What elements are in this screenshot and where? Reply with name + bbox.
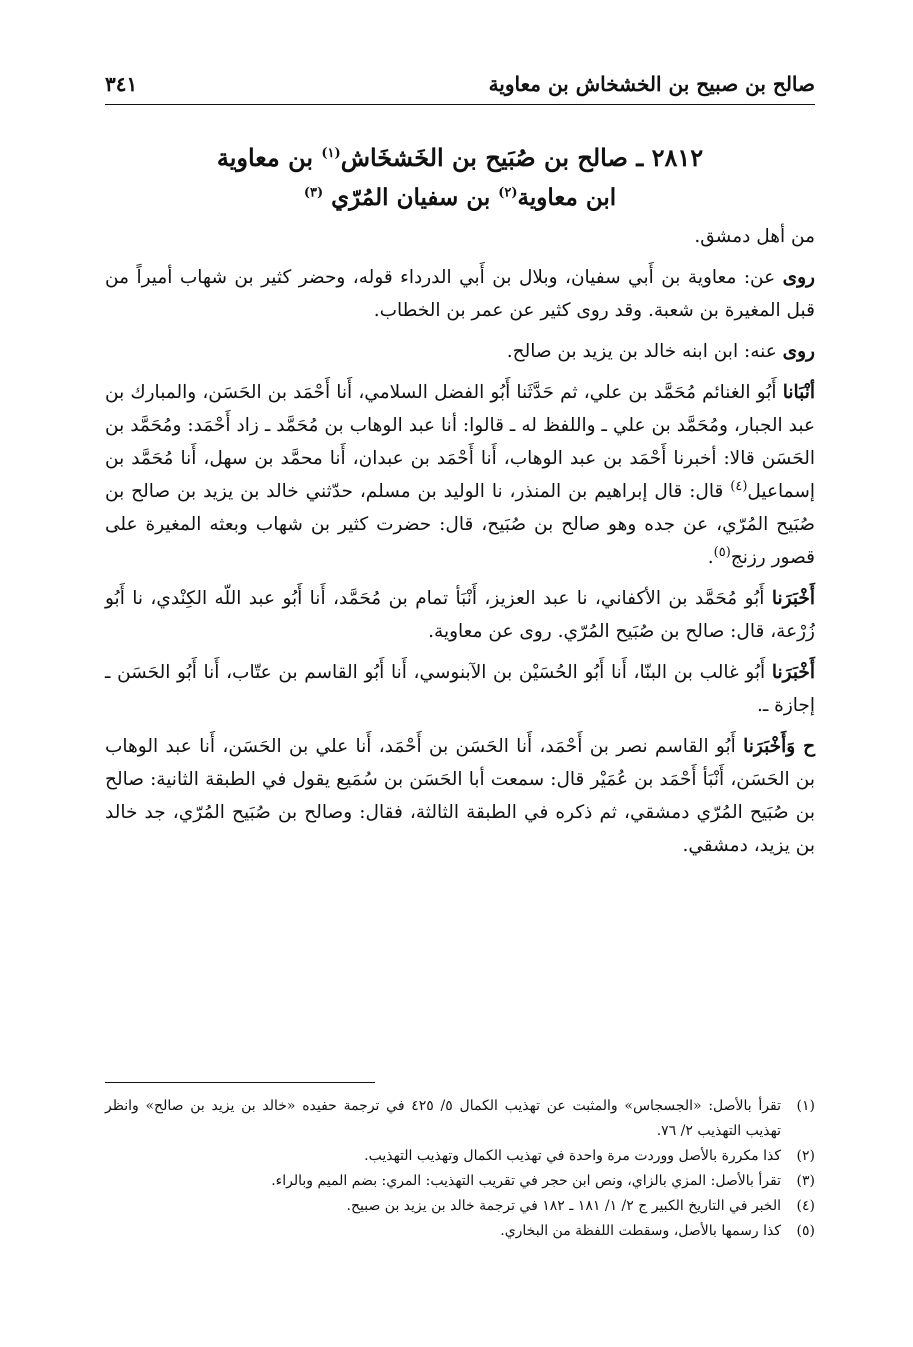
body-text xyxy=(105,220,815,870)
footnote-number: (٤) xyxy=(796,1198,815,1214)
lead-word: أنْبَانا xyxy=(782,382,815,403)
footnote-text: تقرأ بالأصل: المزي بالزاي، ونص ابن حجر في تقريب التهذيب: المري: بضم الميم وبالراء. xyxy=(271,1173,781,1189)
paragraph-isnad-3 xyxy=(105,656,815,722)
heading-line2 xyxy=(105,178,815,218)
footnote-rule xyxy=(105,1082,375,1083)
paragraph-text: . xyxy=(707,547,714,568)
paragraph-isnad-2 xyxy=(105,582,815,648)
running-head xyxy=(105,72,815,102)
paragraph-text: أَبُو مُحَمَّد بن الأكفاني، نا عبد العزيز، أَنْبَأ تمام بن مُحَمَّد، أَنا أَبُو عبد اللّه الكِنْدي، نا أَبُو زُرْعة، قال: صالح بن صُبَيح المُرّي. روى عن معاوية. xyxy=(105,588,815,642)
footnote-ref-5[interactable]: (٥) xyxy=(713,544,731,560)
lead-word: روى xyxy=(782,341,815,362)
lead-word: روى xyxy=(782,267,815,288)
lead-word: أَخْبَرَنا xyxy=(771,662,815,683)
footnote-number: (٥) xyxy=(796,1223,815,1239)
paragraph-text: أَبُو القاسم نصر بن أَحْمَد، أَنا الحَسَن بن أَحْمَد، أَنا علي بن الحَسَن، أَنا عبد الوهاب بن الحَسَن، أَنْبَأ أَحْمَد بن عُمَيْر قال: سمعت أبا الحَسَن بن سُمَيع يقول في الطبقة الثانية: صالح بن صُبَيح المُرّي دمشقي، ثم ذكره في الطبقة الثالثة، فقال: وصالح بن صُبَيح المُرّي، جد خالد بن يزيد، دمشقي. xyxy=(105,736,815,856)
heading-line2-start: ابن معاوية xyxy=(517,184,617,211)
paragraph-text: قال: قال إبراهيم بن المنذر، نا الوليد بن مسلم، حدّثني خالد بن يزيد بن صالح بن صُبَيح المُرّي، عن جده وهو صالح بن صُبَيح، قال: حضرت كثير بن شهاب وبعثه المغيرة على قصور رزنج xyxy=(105,481,815,568)
footnote-item xyxy=(105,1094,815,1144)
lead-word: أَخْبَرَنا xyxy=(771,588,815,609)
footnote-item xyxy=(105,1219,815,1244)
footnote-number: (٣) xyxy=(796,1173,815,1189)
heading-line2-mid: بن سفيان المُرّي xyxy=(331,184,499,211)
paragraph-narrated-by xyxy=(105,335,815,368)
footnote-item xyxy=(105,1144,815,1169)
paragraph-text: عنه: ابن ابنه خالد بن يزيد بن صالح. xyxy=(506,341,783,362)
footnote-text: كذا رسمها بالأصل، وسقطت اللفظة من البخاري. xyxy=(500,1223,781,1239)
footnote-text: الخبر في التاريخ الكبير ج ٢/ ١/ ١٨١ ـ ١٨٢ في ترجمة خالد بن يزيد بن صبيح. xyxy=(346,1198,781,1214)
footnotes xyxy=(105,1094,815,1244)
footnote-ref-1[interactable]: (١) xyxy=(321,146,341,161)
footnote-ref-4[interactable]: (٤) xyxy=(730,478,748,494)
page-number: ٣٤١ xyxy=(105,72,138,96)
paragraph-isnad-4 xyxy=(105,730,815,862)
paragraph-text: عن: معاوية بن أَبي سفيان، وبلال بن أَبي الدرداء قوله، وحضر كثير بن شهاب أميراً من قبل المغيرة بن شعبة. وقد روى كثير عن عمر بن الخطاب. xyxy=(105,267,815,321)
header-rule xyxy=(105,104,815,105)
heading-line1: ٢٨١٢ ـ صالح بن صُبَيح بن الخَشخَاش xyxy=(340,143,704,172)
footnote-ref-2[interactable]: (٢) xyxy=(498,185,518,201)
paragraph-origin: من أهل دمشق. xyxy=(694,226,815,247)
footnote-item xyxy=(105,1169,815,1194)
footnote-text: تقرأ بالأصل: «الجسجاس» والمثبت عن تهذيب الكمال ٥/ ٤٢٥ في ترجمة حفيده «خالد بن يزيد بن صالح» وانظر تهذيب التهذيب ٢/ ٧٦. xyxy=(105,1098,781,1139)
footnote-number: (١) xyxy=(796,1098,815,1114)
paragraph-text: أَبُو غالب بن البنّا، أَنا أَبُو الحُسَيْن بن الآبنوسي، أَنا أَبُو القاسم بن عتّاب، أَنا أَبُو الحَسَن ـ إجازة ـ. xyxy=(105,662,815,716)
footnote-ref-3[interactable]: (٣) xyxy=(303,185,324,201)
entry-heading xyxy=(105,138,815,218)
footnote-number: (٢) xyxy=(796,1148,815,1164)
paragraph-isnad-1 xyxy=(105,376,815,574)
running-head-title: صالح بن صبيح بن الخشخاش بن معاوية xyxy=(488,72,815,96)
lead-word: ح وَأَخْبَرَنا xyxy=(743,736,816,757)
book-page xyxy=(105,70,815,1310)
footnote-item xyxy=(105,1194,815,1219)
footnote-text: كذا مكررة بالأصل ووردت مرة واحدة في تهذيب الكمال وتهذيب التهذيب. xyxy=(364,1148,781,1164)
paragraph-text: أَبُو الغنائم مُحَمَّد بن علي، ثم حَدَّثَنا أَبُو الفضل السلامي، أَنا أَحْمَد بن الحَسَن، والمبارك بن عبد الجبار، ومُحَمَّد بن علي ـ واللفظ له ـ قالوا: أنا عبد الوهاب بن مُحَمَّد ـ زاد أَحْمَد: ومُحَمَّد بن الحَسَن قالا: أخبرنا أَحْمَد بن عبد الوهاب، أَنا أَحْمَد بن عبدان، أَنا محمَّد بن سهل، أَنا مُحَمَّد بن إسماعيل xyxy=(105,382,815,502)
heading-line1-end: بن معاوية xyxy=(216,143,322,172)
paragraph-narrated-from xyxy=(105,261,815,327)
